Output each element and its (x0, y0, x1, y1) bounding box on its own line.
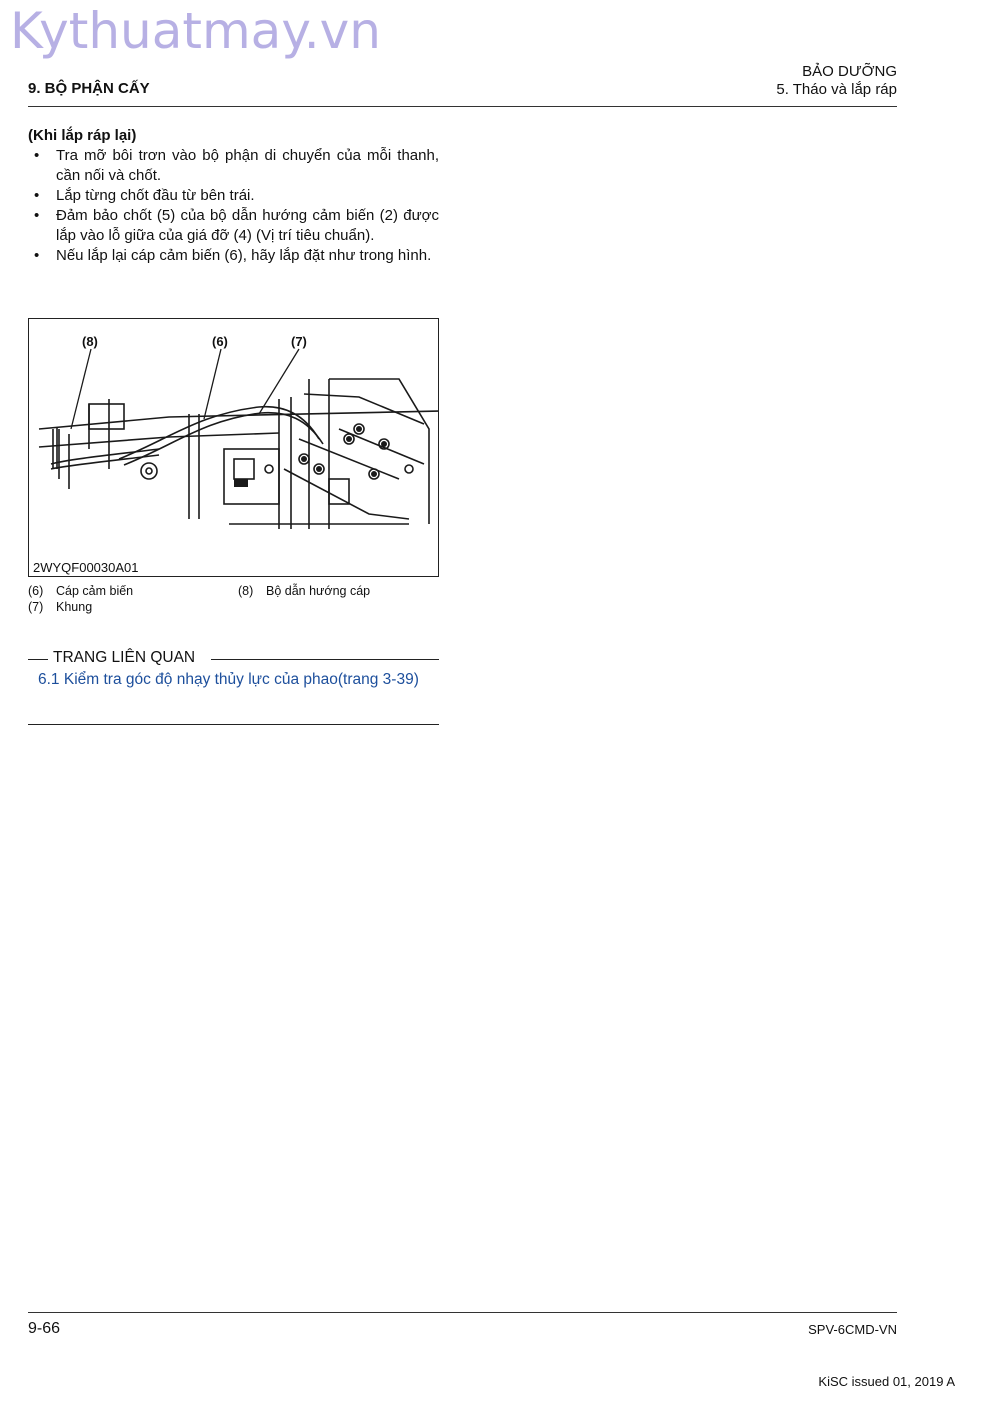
drawing-svg (29, 319, 438, 576)
caption-8: (8) Bộ dẫn hướng cáp (238, 584, 371, 598)
chapter-title: BẢO DƯỠNG (802, 63, 897, 80)
related-pages-header (28, 648, 439, 670)
list-item: • Tra mỡ bôi trơn vào bộ phận di chuyển của mỗi thanh, cần nối và chốt. (34, 147, 439, 184)
related-pages-divider (28, 724, 439, 725)
technical-drawing (28, 318, 439, 577)
bullet-icon: • (34, 147, 40, 164)
bullet-list (28, 146, 439, 266)
bullet-icon: • (34, 207, 40, 224)
figure-code: 2WYQF00030A01 (33, 560, 139, 575)
instructions (28, 126, 439, 266)
list-item: • Nếu lắp lại cáp cảm biến (6), hãy lắp đặt như trong hình. (34, 247, 432, 264)
bullet-icon: • (34, 187, 40, 204)
list-item: • Lắp từng chốt đầu từ bên trái. (34, 187, 255, 204)
caption-6: (6) Cáp cảm biến (28, 584, 134, 598)
page-number: 9-66 (28, 1320, 61, 1337)
divider (28, 659, 48, 660)
divider (211, 659, 439, 660)
callout-label-8: (8) (82, 334, 98, 349)
bullet-icon: • (34, 247, 40, 264)
watermark: Kythuatmay.vn (10, 2, 381, 60)
document-code: SPV-6CMD-VN (808, 1322, 897, 1337)
related-pages-title: TRANG LIÊN QUAN (53, 649, 196, 666)
header-divider (28, 106, 897, 107)
issue-note: KiSC issued 01, 2019 A (818, 1374, 955, 1389)
list-item: • Đảm bảo chốt (5) của bộ dẫn hướng cảm biến (2) được lắp vào lỗ giữa của giá đỡ (4) (Vị trí tiêu chuẩn). (34, 207, 439, 244)
callout-label-6: (6) (212, 334, 228, 349)
related-page-link[interactable]: 6.1 Kiểm tra góc độ nhạy thủy lực của phao(trang 3-39) (38, 671, 419, 688)
subheading: (Khi lắp ráp lại) (28, 127, 137, 144)
caption-7: (7) Khung (28, 600, 93, 614)
section-title: 9. BỘ PHẬN CẤY (28, 80, 150, 97)
footer-divider (28, 1312, 897, 1313)
subchapter-title: 5. Tháo và lắp ráp (776, 81, 897, 98)
callout-label-7: (7) (291, 334, 307, 349)
